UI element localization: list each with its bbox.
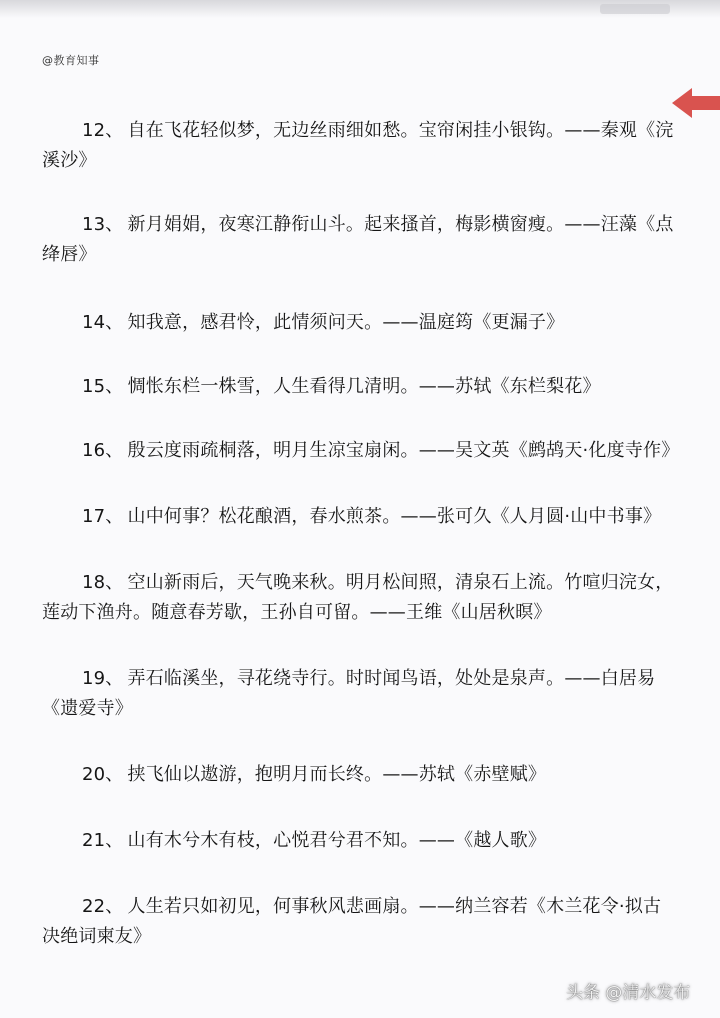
entry-number: 13、	[82, 214, 124, 235]
entry-number: 19、	[82, 668, 124, 689]
entry-line-1: 挟飞仙以遨游，抱明月而长终。——苏轼《赤壁赋》	[127, 764, 547, 785]
entry-line-2: 莲动下渔舟。随意春芳歇，王孙自可留。——王维《山居秋暝》	[42, 602, 552, 623]
watermark: 头条 @清水发布	[566, 983, 691, 1003]
poem-entry-13	[42, 210, 682, 270]
poem-entry-20	[82, 760, 682, 790]
entry-number: 16、	[82, 440, 124, 461]
entry-number: 18、	[82, 572, 124, 593]
blurred-header-mark	[600, 4, 670, 14]
entry-line-2: 《遗爱寺》	[42, 698, 133, 719]
entry-number: 21、	[82, 830, 124, 851]
poem-entry-12	[42, 116, 682, 176]
poem-entry-19	[42, 664, 682, 724]
entry-line-1: 殷云度雨疏桐落，明月生凉宝扇闲。——吴文英《鹧鸪天·化度寺作》	[127, 440, 680, 461]
left-arrow-icon[interactable]	[672, 88, 720, 118]
entry-line-1: 自在飞花轻似梦，无边丝雨细如愁。宝帘闲挂小银钩。——秦观《浣	[127, 120, 674, 141]
entry-line-1: 人生若只如初见，何事秋风悲画扇。——纳兰容若《木兰花令·拟古	[127, 896, 662, 917]
entry-line-2: 决绝词柬友》	[42, 926, 152, 947]
entry-number: 14、	[82, 312, 124, 333]
poem-entry-16	[82, 436, 682, 466]
poem-entry-15	[82, 372, 682, 402]
entry-number: 20、	[82, 764, 124, 785]
entry-line-1: 新月娟娟，夜寒江静衔山斗。起来搔首，梅影横窗瘦。——汪藻《点	[127, 214, 674, 235]
poem-entry-22	[42, 892, 682, 952]
entry-line-2: 溪沙》	[42, 150, 97, 171]
entry-line-1: 惆怅东栏一株雪，人生看得几清明。——苏轼《东栏梨花》	[127, 376, 601, 397]
entry-line-1: 山有木兮木有枝，心悦君兮君不知。——《越人歌》	[127, 830, 547, 851]
entry-number: 15、	[82, 376, 124, 397]
entry-line-1: 空山新雨后，天气晚来秋。明月松间照，清泉石上流。竹喧归浣女，	[127, 572, 674, 593]
poem-entry-17	[82, 502, 682, 532]
poem-entry-18	[42, 568, 682, 628]
entry-line-1: 弄石临溪坐，寻花绕寺行。时时闻鸟语，处处是泉声。——白居易	[127, 668, 656, 689]
entry-line-2: 绛唇》	[42, 244, 97, 265]
entry-line-1: 山中何事？松花酿酒，春水煎茶。——张可久《人月圆·山中书事》	[127, 506, 662, 527]
entry-number: 17、	[82, 506, 124, 527]
poem-entry-21	[82, 826, 682, 856]
entry-line-1: 知我意，感君怜，此情须问天。——温庭筠《更漏子》	[127, 312, 565, 333]
entry-number: 12、	[82, 120, 124, 141]
poem-entry-14	[82, 308, 682, 338]
entry-number: 22、	[82, 896, 124, 917]
source-tag: @教育知事	[42, 54, 100, 67]
